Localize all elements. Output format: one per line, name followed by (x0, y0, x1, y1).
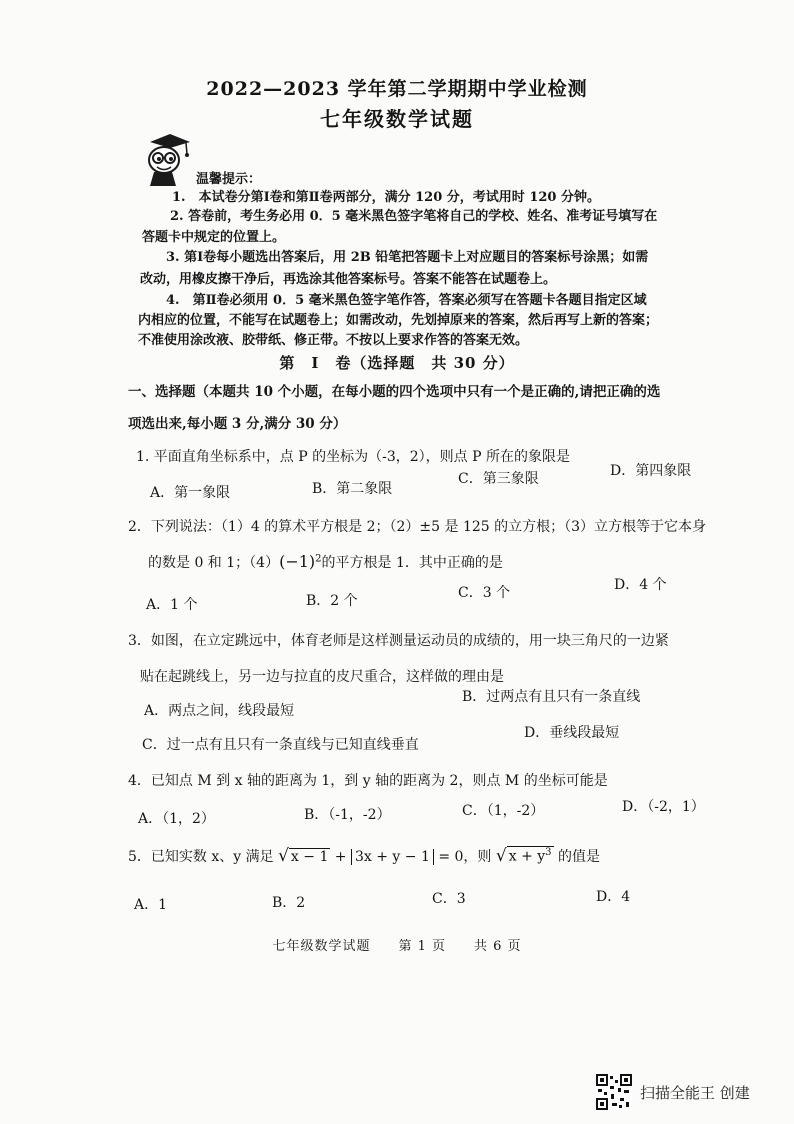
notice-heading: 温馨提示： (196, 172, 262, 187)
q3-option-b[interactable]: B．过两点有且只有一条直线 (462, 689, 641, 705)
q3-option-d[interactable]: D．垂线段最短 (524, 725, 620, 741)
q1-option-b[interactable]: B．第二象限 (312, 481, 393, 497)
question-1-text: 1. 平面直角坐标系中，点 P 的坐标为（-3，2），则点 P 所在的象限是 (136, 449, 570, 465)
q2-expression: (−1) (279, 552, 316, 571)
sqrt-icon: √ (278, 846, 289, 866)
q5-pre: 5．已知实数 x、y 满足 (128, 849, 274, 865)
sqrt-icon-2: √ (495, 846, 507, 866)
q5-option-b[interactable]: B．2 (272, 895, 306, 911)
q1-option-d[interactable]: D．第四象限 (610, 463, 692, 479)
q1-option-c[interactable]: C．第三象限 (458, 471, 539, 487)
q5-option-c[interactable]: C．3 (432, 891, 466, 907)
q4-option-d[interactable]: D．（-2，1） (622, 799, 705, 815)
q5-radicand-2-exp: 3 (545, 847, 552, 859)
exam-title: 2022—2023 学年第二学期期中学业检测 (206, 78, 588, 100)
notice-line-6: 4. 第Ⅱ卷必须用 0．5 毫米黑色签字笔作答，答案必须写在答题卡各题目指定区域 (166, 293, 647, 308)
q5-option-d[interactable]: D．4 (596, 889, 631, 905)
notice-line-5: 改动，用橡皮擦干净后，再选涂其他答案标号。答案不能答在试题卷上。 (140, 272, 557, 287)
notice-line-1: 1. 本试卷分第Ⅰ卷和第Ⅱ卷两部分，满分 120 分，考试用时 120 分钟。 (172, 190, 600, 205)
question-4-text: 4．已知点 M 到 x 轴的距离为 1，到 y 轴的距离为 2，则点 M 的坐标可能是 (128, 773, 608, 789)
q4-option-b[interactable]: B．（-1，-2） (304, 807, 391, 823)
q3-option-c[interactable]: C．过一点有且只有一条直线与已知直线垂直 (142, 737, 419, 753)
notice-line-2: 2. 答卷前，考生务必用 0．5 毫米黑色签字笔将自己的学校、姓名、准考证号填写在 (170, 209, 658, 224)
q5-absolute-value: 3x + y − 1 (351, 849, 434, 865)
question-5-text (128, 846, 600, 866)
notice-line-4: 3. 第Ⅰ卷每小题选出答案后，用 2B 铅笔把答题卡上对应题目的答案标号涂黑；如需 (166, 250, 649, 265)
question-3-text-2: 贴在起跳线上，另一边与拉直的皮尺重合，这样做的理由是 (140, 669, 504, 685)
q5-radicand-1: x − 1 (290, 849, 329, 865)
q5-eq: = 0，则 (433, 849, 492, 865)
section-1-intro-1: 一、选择题（本题共 10 个小题，在每小题的四个选项中只有一个是正确的,请把正确的选 (128, 384, 661, 400)
question-2-text-1: 2．下列说法：（1）4 的算术平方根是 2；（2）±5 是 125 的立方根；（3）立方根等于它本身 (128, 519, 707, 535)
question-2-text-2 (148, 552, 503, 572)
section-1-title: 第 Ⅰ 卷（选择题 共 30 分） (279, 354, 515, 372)
q3-option-a[interactable]: A．两点之间，线段最短 (144, 703, 295, 719)
notice-line-7: 内相应的位置，不能写在试题卷上；如需改动，先划掉原来的答案，然后再写上新的答案； (138, 313, 659, 328)
q5-post: 的值是 (558, 849, 600, 865)
question-3-text-1: 3．如图，在立定跳远中，体育老师是这样测量运动员的成绩的，用一块三角尺的一边紧 (128, 633, 669, 649)
q5-radicand-2 (507, 846, 554, 865)
section-1-intro-2: 项选出来,每小题 3 分,满分 30 分） (128, 416, 347, 432)
q2-option-d[interactable]: D．4 个 (614, 577, 667, 593)
q5-option-a[interactable]: A．1 (134, 897, 168, 913)
notice-line-3: 答题卡中规定的位置上。 (142, 230, 286, 245)
q2-text-2a: 的数是 0 和 1；（4） (148, 555, 280, 571)
qr-code-icon (596, 1074, 632, 1110)
q4-option-c[interactable]: C．（1，-2） (462, 803, 545, 819)
q5-plus: + (330, 849, 351, 865)
q5-radicand-2-base: x + y (508, 849, 546, 865)
page-footer: 七年级数学试题 第 1 页 共 6 页 (272, 939, 522, 954)
mascot-icon (140, 132, 192, 188)
q2-exponent: 2 (315, 553, 322, 565)
q2-option-a[interactable]: A．1 个 (146, 597, 198, 613)
exam-subtitle: 七年级数学试题 (320, 107, 474, 131)
scanner-watermark: 扫描全能王 创建 (640, 1084, 750, 1102)
q2-text-2d: 的平方根是 1．其中正确的是 (321, 555, 503, 571)
q1-option-a[interactable]: A．第一象限 (150, 485, 231, 501)
q2-option-c[interactable]: C．3 个 (458, 585, 511, 601)
notice-line-8: 不准使用涂改液、胶带纸、修正带。不按以上要求作答的答案无效。 (138, 333, 529, 348)
q4-option-a[interactable]: A．（1，2） (138, 811, 215, 827)
q2-option-b[interactable]: B．2 个 (306, 593, 358, 609)
